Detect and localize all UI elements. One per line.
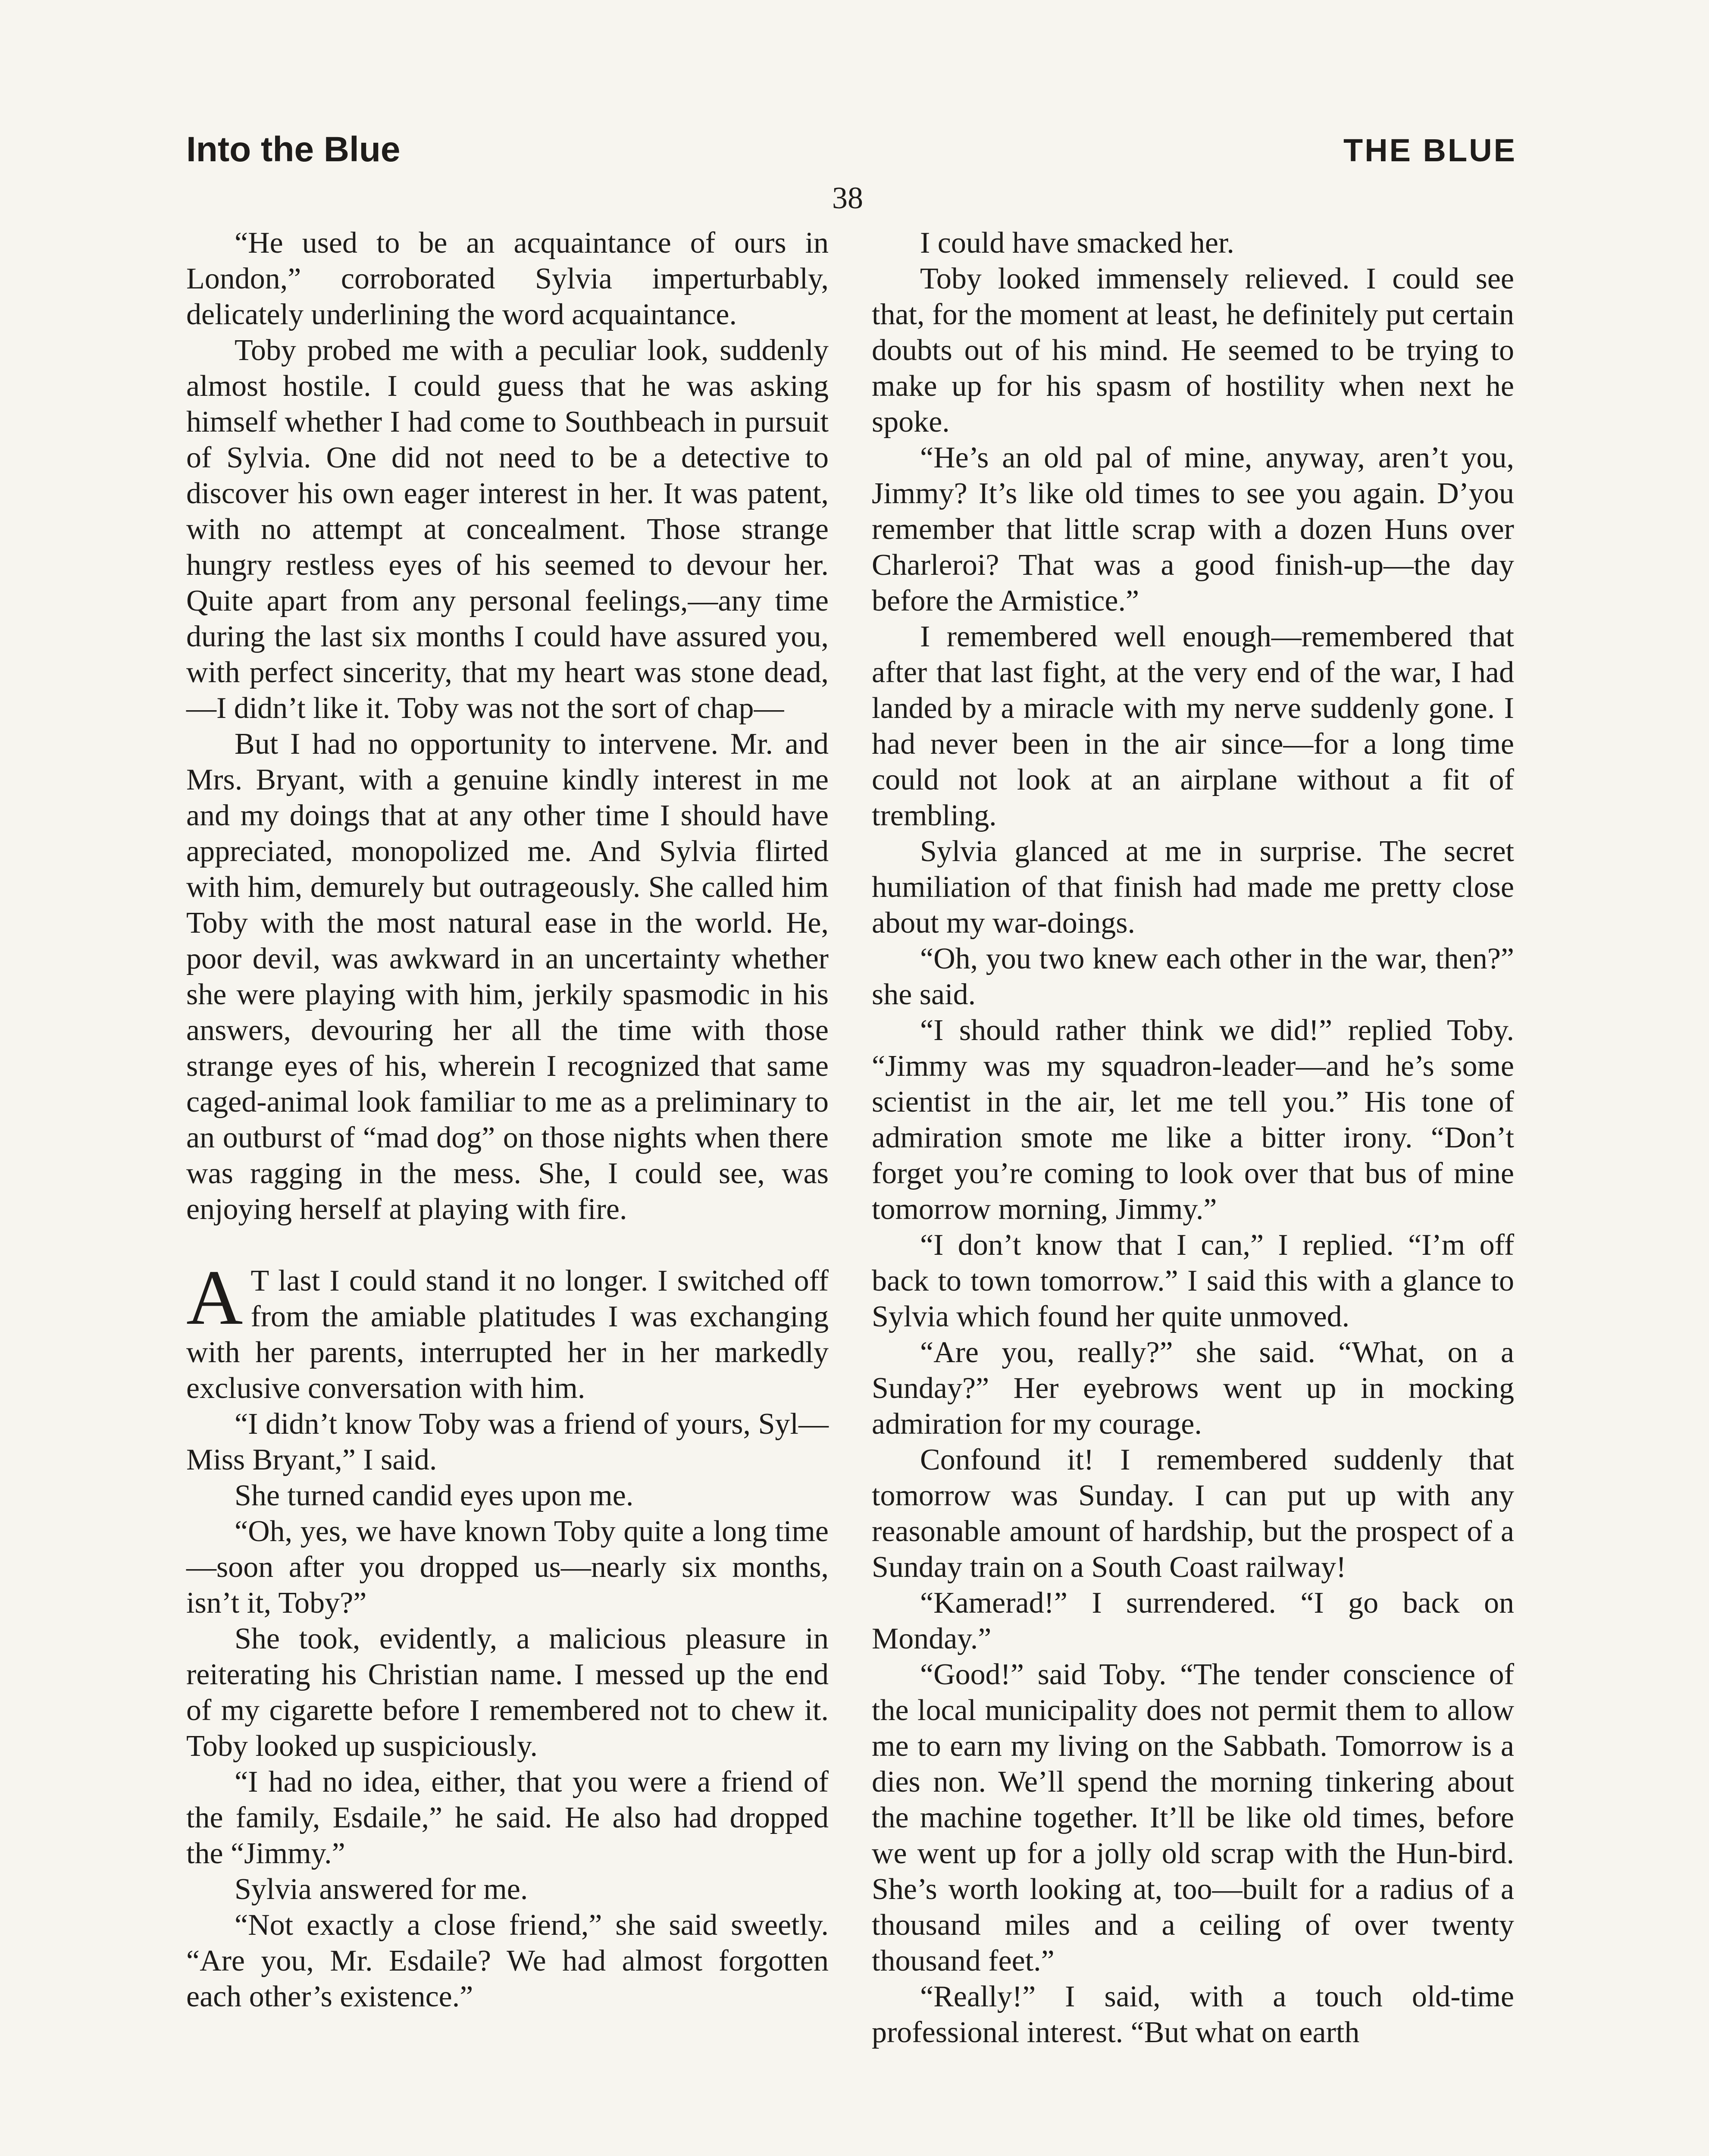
paragraph: Toby probed me with a peculiar look, suddenly almost hostile. I could guess that he was asking himself whether I had come to Southbeach in pursuit of Sylvia. One did not need to be a detective to discover his own eager interest in her. It was patent, with no attempt at concealment. Those strange hungry restless eyes of his seemed to devour her. Quite apart from any personal feelings,—any time during the last six months I could have assured you, with perfect sincerity, that my heart was stone dead,—I didn’t like it. Toby was not the sort of chap— — [186, 334, 829, 725]
paragraph: “Really!” I said, with a touch old-time professional interest. “But what on earth — [872, 1980, 1514, 2049]
paragraph: “He’s an old pal of mine, anyway, aren’t you, Jimmy? It’s like old times to see you again. D’you remember that little scrap with a dozen Huns over Charleroi? That was a good finish-up—the day before the Armistice.” — [872, 441, 1514, 617]
paragraph: Confound it! I remembered suddenly that tomorrow was Sunday. I can put up with any reasonable amount of hardship, but the prospect of a Sunday train on a South Coast railway! — [872, 1443, 1514, 1584]
drop-cap-paragraph — [186, 1254, 829, 1406]
paragraph: Sylvia answered for me. — [235, 1873, 528, 1906]
paragraph: “I had no idea, either, that you were a friend of the family, Esdaile,” he said. He also had dropped the “Jimmy.” — [186, 1765, 829, 1870]
paragraph-text: T last I could stand it no longer. I switched off from the amiable platitudes I was exchanging with her parents, interrupted her in her markedly exclusive conversation with him. — [186, 1264, 829, 1405]
paragraph: I remembered well enough—remembered that after that last fight, at the very end of the war, I had landed by a miracle with my nerve suddenly gone. I had never been in the air since—for a long time could not look at an airplane without a fit of trembling. — [872, 620, 1514, 832]
left-column — [186, 225, 829, 2015]
paragraph: I could have smacked her. — [920, 226, 1234, 260]
paragraph: Toby looked immensely relieved. I could see that, for the moment at least, he definitely put certain doubts out of his mind. He seemed to be trying to make up for his spasm of hostility when next he spoke. — [872, 262, 1514, 439]
paragraph: “Not exactly a close friend,” she said sweetly. “Are you, Mr. Esdaile? We had almost forgotten each other’s existence.” — [186, 1908, 829, 2013]
paragraph: “Are you, really?” she said. “What, on a Sunday?” Her eyebrows went up in mocking admiration for my courage. — [872, 1336, 1514, 1441]
paragraph: She took, evidently, a malicious pleasure in reiterating his Christian name. I messed up the end of my cigarette before I remembered not to chew it. Toby looked up suspiciously. — [186, 1622, 829, 1763]
drop-cap: A — [186, 1254, 243, 1341]
paragraph: “He used to be an acquaintance of ours in London,” corroborated Sylvia imperturbably, delicately underlining the word acquaintance. — [186, 226, 829, 331]
paragraph: “Oh, yes, we have known Toby quite a long time—soon after you dropped us—nearly six months, isn’t it, Toby?” — [186, 1515, 829, 1620]
paragraph: She turned candid eyes upon me. — [235, 1479, 634, 1512]
paragraph: “Oh, you two knew each other in the war, then?” she said. — [872, 942, 1514, 1011]
paragraph: “I didn’t know Toby was a friend of yours, Syl—Miss Bryant,” I said. — [186, 1407, 829, 1476]
running-title-left: Into the Blue — [186, 130, 401, 169]
right-column — [872, 225, 1514, 2050]
paragraph: “I should rather think we did!” replied Toby. “Jimmy was my squadron-leader—and he’s some scientist in the air, let me tell you.” His tone of admiration smote me like a bitter irony. “Don’t forget you’re coming to look over that bus of mine tomorrow morning, Jimmy.” — [872, 1014, 1514, 1226]
paragraph: Sylvia glanced at me in surprise. The secret humiliation of that finish had made me pretty close about my war-doings. — [872, 835, 1514, 940]
paragraph: “I don’t know that I can,” I replied. “I’m off back to town tomorrow.” I said this with a glance to Sylvia which found her quite unmoved. — [872, 1228, 1514, 1333]
paragraph: But I had no opportunity to intervene. Mr. and Mrs. Bryant, with a genuine kindly interest in me and my doings that at any other time I should have appreciated, monopolized me. And Sylvia flirted with him, demurely but outrageously. She called him Toby with the most natural ease in the world. He, poor devil, was awkward in an uncertainty whether she were playing with him, jerkily spasmodic in his answers, devouring her all the time with those strange eyes of his, wherein I recognized that same caged-animal look familiar to me as a preliminary to an outburst of “mad dog” on those nights when there was ragging in the mess. She, I could see, was enjoying herself at playing with fire. — [186, 727, 829, 1226]
paragraph: “Kamerad!” I surrendered. “I go back on Monday.” — [872, 1586, 1514, 1655]
running-title-right: THE BLUE — [1343, 132, 1517, 168]
paragraph: “Good!” said Toby. “The tender conscience of the local municipality does not permit them to allow me to earn my living on the Sabbath. Tomorrow is a dies non. We’ll spend the morning tinkering about the machine together. It’ll be like old times, before we went up for a jolly old scrap with the Hun-bird. She’s worth looking at, too—built for a radius of a thousand miles and a ceiling of over twenty thousand feet.” — [872, 1658, 1514, 1977]
page-number: 38 — [832, 181, 863, 215]
